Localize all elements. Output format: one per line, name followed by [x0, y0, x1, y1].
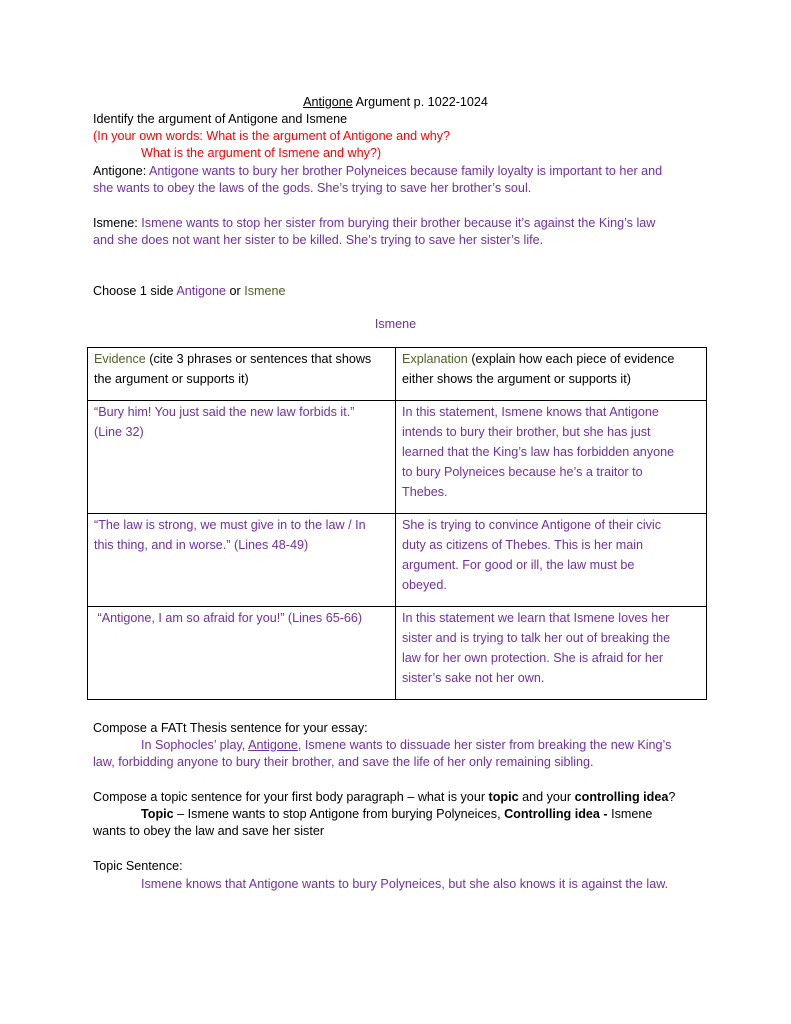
- explanation-cell: [396, 401, 707, 514]
- choose-side-line: [93, 283, 286, 301]
- topic-prompt-mid: and your: [518, 790, 575, 804]
- evidence-line: this thing, and in worse.” (Lines 48-49): [94, 538, 309, 552]
- table-header-row: [88, 348, 707, 401]
- explanation-cell: [396, 607, 707, 700]
- topic-text: – Ismene wants to stop Antigone from burying Polyneices,: [173, 807, 505, 821]
- thesis-post: , Ismene wants to dissuade her sister from breaking the new King’s: [297, 738, 672, 752]
- ismene-answer-line-1: [93, 215, 655, 233]
- thesis-line-1: [93, 737, 671, 755]
- explanation-header-desc-2: either shows the argument or supports it): [402, 372, 631, 386]
- page-title: [0, 94, 791, 112]
- evidence-line: (Line 32): [94, 425, 144, 439]
- explanation-line: Thebes.: [402, 485, 448, 499]
- explanation-line: learned that the King’s law has forbidden anyone: [402, 445, 675, 459]
- thesis-pre: In Sophocles’ play,: [141, 738, 249, 752]
- evidence-line: “Bury him! You just said the new law forbids it.”: [94, 405, 355, 419]
- explanation-header-label: Explanation: [402, 352, 468, 366]
- evidence-header-cell: [88, 348, 396, 401]
- evidence-header-label: Evidence: [94, 352, 146, 366]
- ismene-label: Ismene:: [93, 216, 142, 230]
- topic-prompt-end: ?: [668, 790, 676, 804]
- controlling-idea-text: Ismene: [611, 807, 653, 821]
- chosen-side-heading: Ismene: [374, 317, 417, 331]
- table-row: [88, 607, 707, 700]
- explanation-line: In this statement we learn that Ismene loves her: [402, 611, 670, 625]
- topic-line-2: wants to obey the law and save her sister: [93, 824, 325, 838]
- choose-or: or: [226, 284, 245, 298]
- table-row: [88, 401, 707, 514]
- explanation-line: to bury Polyneices because he’s a traitor to: [402, 465, 643, 479]
- explanation-header-cell: [396, 348, 707, 401]
- evidence-cell: [88, 401, 396, 514]
- explanation-line: In this statement, Ismene knows that Antigone: [402, 405, 659, 419]
- topic-prompt-topic: topic: [488, 790, 519, 804]
- explanation-line: sister and is trying to talk her out of breaking the: [402, 631, 671, 645]
- explanation-line: intends to bury their brother, but she has just: [402, 425, 651, 439]
- choose-option-antigone: Antigone: [176, 284, 227, 298]
- evidence-line: “The law is strong, we must give in to the law / In: [94, 518, 366, 532]
- topic-sentence-text: Ismene knows that Antigone wants to bury Polyneices, but she also knows it is against the law.: [141, 877, 669, 891]
- evidence-cell: [88, 607, 396, 700]
- choose-option-ismene: Ismene: [244, 284, 286, 298]
- explanation-line: argument. For good or ill, the law must be: [402, 558, 635, 572]
- controlling-idea-label: Controlling idea -: [504, 807, 612, 821]
- explanation-line: She is trying to convince Antigone of their civic: [402, 518, 662, 532]
- title-play-name: Antigone: [303, 95, 353, 109]
- choose-prefix: Choose 1 side: [93, 284, 177, 298]
- topic-prompt: [93, 789, 675, 807]
- explanation-line: obeyed.: [402, 578, 447, 592]
- explanation-header-desc: (explain how each piece of evidence: [467, 352, 675, 366]
- thesis-line-2: law, forbidding anyone to bury their brother, and save the life of her only remaining sibling.: [93, 755, 594, 769]
- topic-label: Topic: [141, 807, 174, 821]
- ismene-answer-text: Ismene wants to stop her sister from burying their brother because it’s against the King’s law: [141, 216, 656, 230]
- antigone-answer-line-1: [93, 163, 662, 181]
- topic-line-1: [93, 806, 652, 824]
- evidence-cell: [88, 514, 396, 607]
- thesis-prompt: Compose a FATt Thesis sentence for your essay:: [93, 721, 368, 735]
- question-1: (In your own words: What is the argument of Antigone and why?: [93, 129, 451, 143]
- topic-prompt-ci: controlling idea: [574, 790, 669, 804]
- explanation-line: sister’s sake not her own.: [402, 671, 545, 685]
- table-row: [88, 514, 707, 607]
- topic-sentence-label: Topic Sentence:: [93, 859, 183, 873]
- evidence-table: [87, 347, 707, 700]
- antigone-answer-line-2: she wants to obey the laws of the gods. She’s trying to save her brother’s soul.: [93, 181, 532, 195]
- explanation-line: duty as citizens of Thebes. This is her main: [402, 538, 644, 552]
- evidence-line: “Antigone, I am so afraid for you!” (Lines 65-66): [94, 611, 363, 625]
- question-2: What is the argument of Ismene and why?): [141, 146, 382, 160]
- antigone-answer-text: Antigone wants to bury her brother Polyneices because family loyalty is important to her and: [149, 164, 663, 178]
- thesis-play-name: Antigone: [248, 738, 298, 752]
- evidence-header-desc: (cite 3 phrases or sentences that shows: [145, 352, 372, 366]
- antigone-label: Antigone:: [93, 164, 150, 178]
- topic-prompt-pre: Compose a topic sentence for your first body paragraph – what is your: [93, 790, 489, 804]
- explanation-cell: [396, 514, 707, 607]
- identify-prompt: Identify the argument of Antigone and Ismene: [93, 112, 348, 126]
- title-rest: Argument p. 1022-1024: [352, 95, 488, 109]
- explanation-line: law for her own protection. She is afraid for her: [402, 651, 664, 665]
- evidence-header-desc-2: the argument or supports it): [94, 372, 249, 386]
- ismene-answer-line-2: and she does not want her sister to be killed. She’s trying to save her sister’s life.: [93, 233, 544, 247]
